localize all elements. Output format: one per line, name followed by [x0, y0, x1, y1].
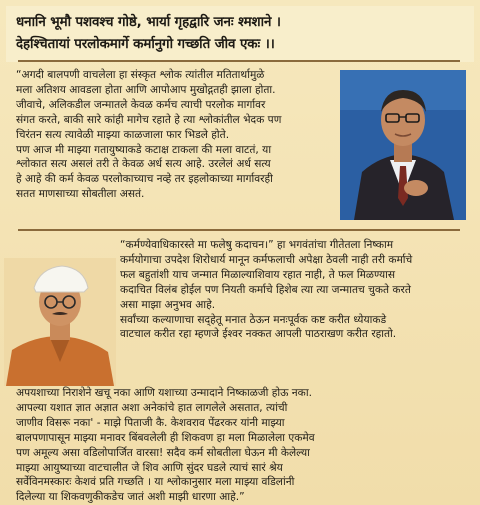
sanskrit-verse-header	[6, 6, 474, 62]
gita-line: सर्वांच्या कल्याणाचा सद्हेतू मनात ठेऊन मनःपूर्वक कष्ट करीत ध्येयाकडे	[120, 313, 387, 326]
verse-line-1: धनानि भूमौ पशवश्च गोष्ठे, भार्या गृहद्वारि जनः श्मशाने ।	[16, 15, 281, 30]
gita-line: कर्मयोगाचा उपदेश शिरोधार्य मानून कर्मफलाची अपेक्षा ठेवली नाही तरी कर्माचे	[120, 253, 413, 266]
gita-line: कदाचित विलंब होईल पण नियती कर्माचे हिशेब त्या त्या जन्मातच चुकते करते	[120, 283, 411, 296]
intro-line: मला अतिशय आवडला होता आणि आपोआप मुखोद्गतही झाला होता.	[16, 83, 276, 96]
intro-line: चिरंतन सत्य त्यावेळी माझ्या काळजाला फार भिडले होते.	[16, 128, 230, 141]
intro-line: पण आज मी माझ्या गतायुष्याकडे कटाक्ष टाकला की मला वाटतं, या	[16, 143, 272, 156]
portrait-photo-man-with-cap	[4, 258, 116, 386]
closing-line: दिलेल्या या शिकवणुकीकडेच जातं अशी माझी धारणा आहे.”	[16, 491, 245, 504]
gita-line: फल बहुतांशी याच जन्मात मिळाल्याशिवाय रहात नाही, ते फल मिळण्यास	[120, 268, 396, 281]
gita-line: वाटचाल करीत रहा म्हणजे ईश्वर नक्कत आपली पाठराखण करीत रहातो.	[120, 328, 397, 341]
closing-line: अपयशाच्या निराशेने खचू नका आणि यशाच्या उन्मादाने निष्काळजी होऊ नका.	[16, 387, 312, 399]
header-divider	[18, 60, 460, 62]
closing-line: बालपणापासून माझ्या मनावर बिंबवलेली ही शिकवण हा मला मिळालेला एकमेव	[16, 431, 315, 444]
closing-line: पण अमूल्य असा वडिलोपार्जित वारसा! सदैव कर्म सोबतीला घेऊन मी केलेल्या	[16, 446, 310, 459]
closing-line: माझ्या आयुष्याच्या वाटचालीत जे शिव आणि सुंदर घडले त्याचं सारं श्रेय	[16, 461, 283, 474]
closing-paragraph	[16, 386, 472, 505]
intro-line: जीवाचे, अलिकडील जन्मातले केवळ कर्मच त्याची परलोक मार्गावर	[16, 98, 266, 111]
intro-paragraph	[16, 68, 334, 202]
intro-line: श्लोकात सत्य असलं तरी ते केवळ अर्ध सत्य आहे. उरलेलं अर्ध सत्य	[16, 158, 271, 171]
verse-line-2: देहश्चितायां परलोकमार्गे कर्मानुगो गच्छति जीव एकः ।।	[16, 37, 275, 52]
gita-line: असा माझा अनुभव आहे.	[120, 298, 216, 311]
portrait-photo-man-in-suit	[340, 70, 466, 220]
intro-line: सतत माणसाच्या सोबतीला असतं.	[16, 188, 145, 201]
intro-line: हे आहे की कर्म केवळ परलोकाच्याच नव्हे तर इहलोकाच्या मार्गावरही	[16, 173, 273, 186]
closing-line: आपल्या यशात ज्ञात अज्ञात अशा अनेकांचे हात लागलेले असतात, त्यांची	[16, 401, 288, 414]
gita-line: “कर्मण्येवाधिकारस्ते मा फलेषु कदाचन।” हा भगवंतांचा गीतेतला निष्काम	[120, 239, 394, 251]
intro-line: संगत करते, बाकी सारे कांही मागेच रहाते हे त्या श्लोकांतील भेदक पण	[16, 113, 282, 126]
section-divider	[18, 229, 460, 231]
intro-line: “अगदी बालपणी वाचलेला हा संस्कृत श्लोक त्यांतील मतितार्थामुळे	[16, 69, 265, 81]
closing-line: सर्वेविनमस्कारः केशवं प्रति गच्छति । या श्लोकानुसार मला माझ्या वडिलांनी	[16, 476, 295, 489]
gita-paragraph	[120, 238, 472, 342]
closing-line: जाणीव विसरू नका' - माझे पिताजी कै. केशवराव पेंढरकर यांनी माझ्या	[16, 416, 285, 429]
